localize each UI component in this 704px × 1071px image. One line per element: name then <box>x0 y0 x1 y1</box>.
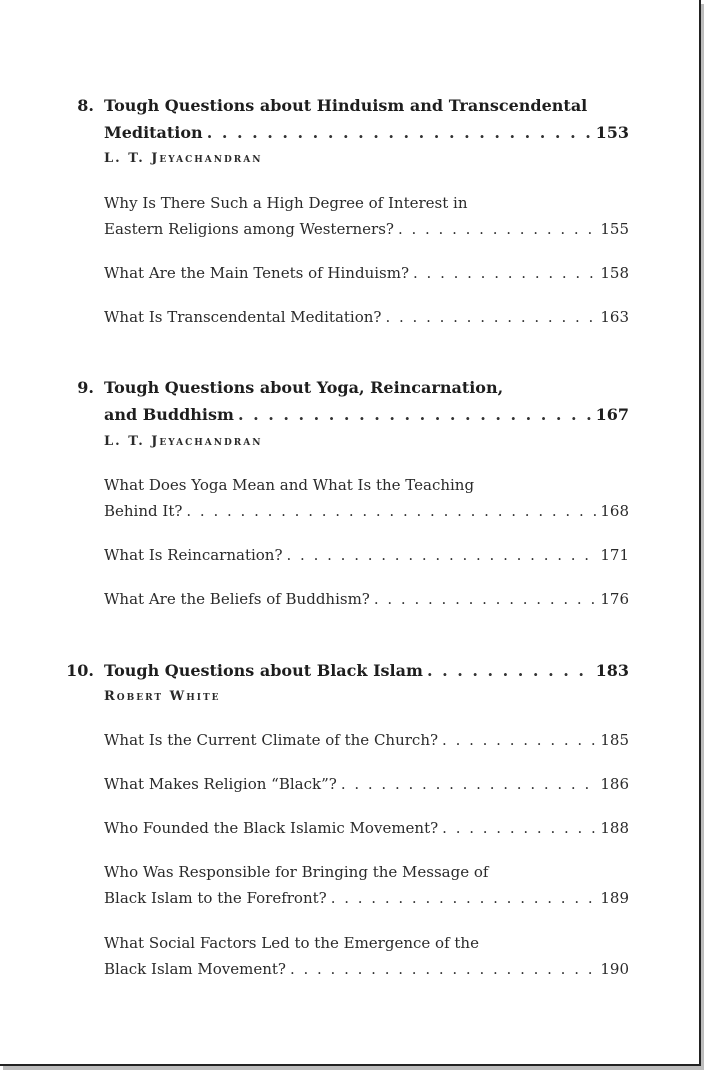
chapter-title-line <box>104 96 629 115</box>
leader-dots <box>287 546 597 564</box>
entry-page-number: 189 <box>600 889 629 907</box>
chapter-page-number: 167 <box>595 405 629 424</box>
entry-page-number: 190 <box>600 960 629 978</box>
toc-entry[interactable] <box>104 819 629 837</box>
toc-entry[interactable] <box>104 731 629 749</box>
leader-dots <box>331 889 597 907</box>
chapter-title: Tough Questions about Black Islam <box>104 661 423 680</box>
toc-entry[interactable] <box>104 546 629 564</box>
leader-dots <box>427 661 592 680</box>
entry-title: Eastern Religions among Westerners? <box>104 220 394 238</box>
entry-title: Who Was Responsible for Bringing the Message of <box>104 863 489 881</box>
toc-entry-line <box>104 863 629 881</box>
entry-page-number: 163 <box>600 308 629 326</box>
leader-dots <box>207 123 592 142</box>
chapter-title: Tough Questions about Hinduism and Transcendental <box>104 96 588 115</box>
toc-entry[interactable] <box>104 960 629 978</box>
toc-entry-line <box>104 934 629 952</box>
chapter-number: 10. <box>66 661 94 680</box>
leader-dots <box>385 308 596 326</box>
chapter-number: 9. <box>77 378 94 397</box>
chapter-title-line <box>104 378 629 397</box>
leader-dots <box>413 264 596 282</box>
entry-page-number: 188 <box>600 819 629 837</box>
chapter-title-line[interactable] <box>104 405 629 424</box>
leader-dots <box>238 405 592 424</box>
entry-title: What Is Transcendental Meditation? <box>104 308 382 326</box>
leader-dots <box>290 960 596 978</box>
entry-title: What Social Factors Led to the Emergence of the <box>104 934 479 952</box>
chapter-author: L. T. Jeyachandran <box>104 151 263 166</box>
entry-page-number: 176 <box>600 590 629 608</box>
chapter-author: L. T. Jeyachandran <box>104 434 263 449</box>
entry-title: Behind It? <box>104 502 183 520</box>
leader-dots <box>398 220 596 238</box>
chapter-number: 8. <box>77 96 94 115</box>
toc-entry-line <box>104 476 629 494</box>
entry-page-number: 185 <box>600 731 629 749</box>
toc-entry[interactable] <box>104 889 629 907</box>
entry-page-number: 186 <box>600 775 629 793</box>
entry-title: What Are the Main Tenets of Hinduism? <box>104 264 409 282</box>
leader-dots <box>341 775 597 793</box>
toc-entry-line <box>104 194 629 212</box>
chapter-title-line[interactable] <box>104 123 629 142</box>
leader-dots <box>442 731 596 749</box>
toc-entry[interactable] <box>104 590 629 608</box>
toc-entry[interactable] <box>104 502 629 520</box>
toc-entry[interactable] <box>104 308 629 326</box>
chapter-page-number: 183 <box>595 661 629 680</box>
entry-title: What Is Reincarnation? <box>104 546 283 564</box>
entry-page-number: 168 <box>600 502 629 520</box>
chapter-title: Tough Questions about Yoga, Reincarnation, <box>104 378 504 397</box>
entry-title: What Makes Religion “Black”? <box>104 775 337 793</box>
chapter-page-number: 153 <box>595 123 629 142</box>
chapter-title: Meditation <box>104 123 203 142</box>
toc-entry[interactable] <box>104 220 629 238</box>
entry-page-number: 171 <box>600 546 629 564</box>
toc-entry[interactable] <box>104 775 629 793</box>
entry-page-number: 155 <box>600 220 629 238</box>
leader-dots <box>186 502 596 520</box>
entry-title: What Is the Current Climate of the Church? <box>104 731 439 749</box>
leader-dots <box>442 819 596 837</box>
toc-entry[interactable] <box>104 264 629 282</box>
chapter-title-line[interactable] <box>104 661 629 680</box>
entry-title: Who Founded the Black Islamic Movement? <box>104 819 439 837</box>
chapter-title: and Buddhism <box>104 405 234 424</box>
entry-title: What Are the Beliefs of Buddhism? <box>104 590 370 608</box>
leader-dots <box>374 590 597 608</box>
entry-title: Why Is There Such a High Degree of Interest in <box>104 194 468 212</box>
chapter-author: Robert White <box>104 689 221 704</box>
entry-title: Black Islam to the Forefront? <box>104 889 327 907</box>
entry-title: Black Islam Movement? <box>104 960 286 978</box>
entry-title: What Does Yoga Mean and What Is the Teaching <box>104 476 475 494</box>
entry-page-number: 158 <box>600 264 629 282</box>
